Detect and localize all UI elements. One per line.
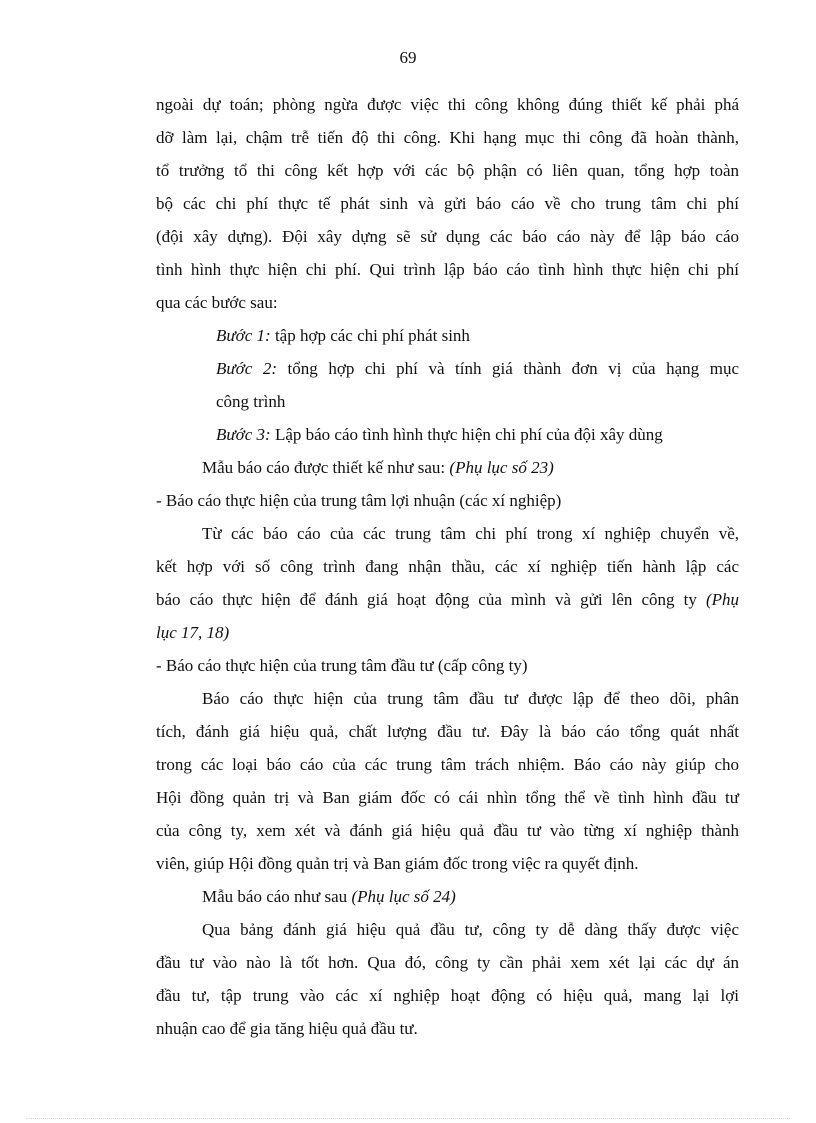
appendix-ref-24: (Phụ lục số 24) xyxy=(351,887,456,906)
text-line: đầu tư, tập trung vào các xí nghiệp hoạt động có hiệu quả, mang lại lợi xyxy=(156,986,739,1005)
text-line: (đội xây dựng). Đội xây dựng sẽ sử dụng các báo cáo này để lập báo cáo xyxy=(156,227,739,246)
text-line: trong các loại báo cáo của các trung tâm trách nhiệm. Báo cáo này giúp cho xyxy=(156,755,739,774)
step-3-label: Bước 3: xyxy=(216,425,271,444)
step-1 xyxy=(156,319,739,352)
paragraph-3 xyxy=(156,682,739,880)
text-line: dỡ làm lại, chậm trễ tiến độ thi công. Khi hạng mục thi công đã hoàn thành, xyxy=(156,128,739,147)
text-line: bộ các chi phí thực tế phát sinh và gửi báo cáo về cho trung tâm chi phí xyxy=(156,194,739,213)
text-line: nhuận cao để gia tăng hiệu quả đầu tư. xyxy=(156,1019,418,1038)
text-line: - Báo cáo thực hiện của trung tâm lợi nhuận (các xí nghiệp) xyxy=(156,491,562,510)
text-line: tình hình thực hiện chi phí. Qui trình lập báo cáo tình hình thực hiện chi phí xyxy=(156,260,739,279)
text-line xyxy=(216,319,739,352)
step-2-label: Bước 2: xyxy=(216,359,277,378)
text-line: ngoài dự toán; phòng ngừa được việc thi công không đúng thiết kế phải phá xyxy=(156,95,739,114)
step-2 xyxy=(156,352,739,418)
p2-line-3-text: báo cáo thực hiện để đánh giá hoạt động của mình và gửi lên công ty xyxy=(156,590,706,609)
text-line: công trình xyxy=(216,392,286,411)
text-line xyxy=(216,352,739,385)
step-2-text: tổng hợp chi phí và tính giá thành đơn vị của hạng mục xyxy=(277,359,740,378)
text-line: của công ty, xem xét và đánh giá hiệu quả đầu tư vào từng xí nghiệp thành xyxy=(156,821,739,840)
text-line: Hội đồng quản trị và Ban giám đốc có cái nhìn tổng thể về tình hình đầu tư xyxy=(156,788,739,807)
text-line xyxy=(202,451,739,484)
appendix-ref-23: (Phụ lục số 23) xyxy=(449,458,554,477)
paragraph-1 xyxy=(156,88,739,319)
text-line: qua các bước sau: xyxy=(156,293,278,312)
text-line: Báo cáo thực hiện của trung tâm đầu tư được lập để theo dõi, phân xyxy=(202,689,739,708)
step-3-text: Lập báo cáo tình hình thực hiện chi phí của đội xây dùng xyxy=(270,425,663,444)
text-line: - Báo cáo thực hiện của trung tâm đầu tư (cấp công ty) xyxy=(156,656,528,675)
step-1-label: Bước 1: xyxy=(216,326,271,345)
step-3 xyxy=(156,418,739,451)
text-line: Qua bảng đánh giá hiệu quả đầu tư, công ty dễ dàng thấy được việc xyxy=(202,920,739,939)
step-1-text: tập hợp các chi phí phát sinh xyxy=(270,326,470,345)
section-heading-investment-center xyxy=(156,649,739,682)
page-bottom-divider xyxy=(26,1118,790,1119)
document-body xyxy=(156,88,739,1045)
form-note-1 xyxy=(156,451,739,484)
section-heading-profit-center xyxy=(156,484,739,517)
text-line: kết hợp với số công trình đang nhận thầu, các xí nghiệp tiến hành lập các xyxy=(156,557,739,576)
appendix-ref-17-18-end: lục 17, 18) xyxy=(156,623,230,642)
text-line: đầu tư vào nào là tốt hơn. Qua đó, công ty cần phải xem xét lại các dự án xyxy=(156,953,739,972)
paragraph-2 xyxy=(156,517,739,649)
appendix-ref-17-18-start: (Phụ xyxy=(705,590,739,609)
text-line xyxy=(202,880,739,913)
text-line: tích, đánh giá hiệu quả, chất lượng đầu tư. Đây là báo cáo tổng quát nhất xyxy=(156,722,739,741)
text-line xyxy=(156,583,739,616)
text-line: tổ trưởng tổ thi công kết hợp với các bộ phận có liên quan, tổng hợp toàn xyxy=(156,161,739,180)
form-note-2 xyxy=(156,880,739,913)
text-line: viên, giúp Hội đồng quản trị và Ban giám đốc trong việc ra quyết định. xyxy=(156,854,639,873)
form-note-2-text: Mẫu báo cáo như sau xyxy=(202,887,352,906)
paragraph-4 xyxy=(156,913,739,1045)
text-line: Từ các báo cáo của các trung tâm chi phí trong xí nghiệp chuyển về, xyxy=(202,524,739,543)
page-number: 69 xyxy=(399,48,417,67)
text-line xyxy=(216,418,739,451)
text-line xyxy=(156,616,739,649)
form-note-1-text: Mẫu báo cáo được thiết kế như sau: xyxy=(202,458,450,477)
